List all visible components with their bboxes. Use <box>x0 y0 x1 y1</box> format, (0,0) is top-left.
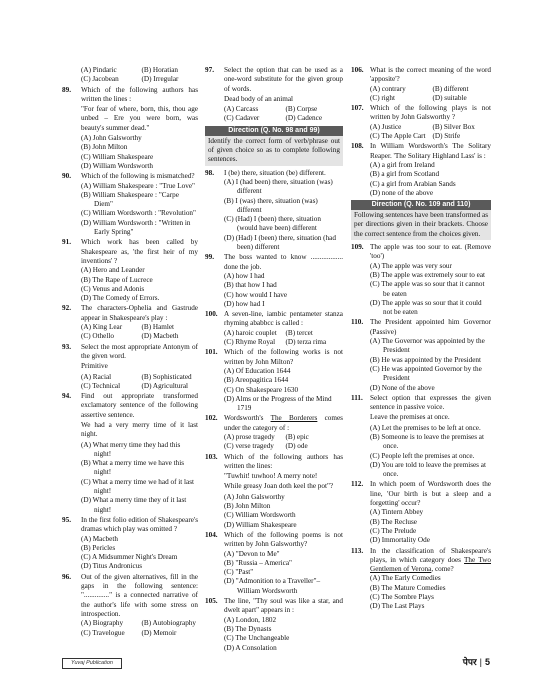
answer-option: (B) Silver Box <box>432 122 475 131</box>
question-text: The characters-Ophelia and Gastrude appear in Shakespeare's play : <box>81 304 198 322</box>
question-number: 109. <box>351 243 364 252</box>
question-number: 96. <box>62 572 71 581</box>
answer-option: (D) (Had) I (been) there, situation (had been) different <box>224 233 336 252</box>
answer-option: (B) a girl from Scotland <box>370 170 440 179</box>
question-number: 98. <box>205 168 214 177</box>
answer-options <box>81 266 198 303</box>
question-passage: "Tuwhit! tuwhoo! A merry note! <box>224 472 318 481</box>
question-text: Which of the following poems is not written by John Galsworthy? <box>224 530 343 549</box>
question-number: 113. <box>351 546 364 555</box>
answer-option: (B) Corpse <box>285 105 318 114</box>
answer-option: (A) The apple was very sour <box>370 261 452 270</box>
answer-option: (A) John Galsworthy <box>224 492 285 501</box>
answer-option: (D) William Shakespeare <box>224 520 297 529</box>
answer-option: (D) suitable <box>432 93 467 102</box>
question-text: The President appointed him Governor (Passive) <box>370 318 491 336</box>
question-number: 110. <box>351 318 364 327</box>
answer-option: (C) He was appointed Governor by the President <box>370 364 482 383</box>
question <box>62 304 198 341</box>
answer-options <box>224 493 343 530</box>
answer-options <box>224 433 343 452</box>
answer-option: (A) Carcass <box>224 105 259 114</box>
answer-option: (B) Autobiography <box>141 619 196 628</box>
answer-option: (A) I (had been) there, situation (was) different <box>224 177 333 196</box>
answer-option: (C) People left the premises at once. <box>370 451 475 460</box>
answer-option: (B) Hamlet <box>141 323 175 332</box>
question-text: Which of the following authors has written the lines : <box>81 85 198 103</box>
answer-option: (D) You are told to leave the premises at once. <box>370 460 486 479</box>
column-right <box>351 66 491 613</box>
page-number <box>463 656 490 668</box>
answer-option: (C) Jacobean <box>81 75 119 84</box>
question-text <box>224 414 343 433</box>
question-number: 112. <box>351 480 364 489</box>
answer-option: (D) Agricultural <box>141 381 189 390</box>
answer-option: (B) The apple was extremely sour to eat <box>370 270 486 279</box>
question <box>351 318 491 392</box>
answer-option: (A) haroic couplet <box>224 328 277 337</box>
question-passage: We had a very merry time of it last night. <box>81 420 198 439</box>
answer-option: (A) King Lear <box>81 323 123 332</box>
page-label: पेपर <box>462 657 477 667</box>
answer-options <box>81 323 198 342</box>
publisher-logo: Yuvaj Publication <box>62 658 122 669</box>
question <box>205 310 343 347</box>
answer-option: (C) Rhyme Royal <box>224 338 276 347</box>
question-text-part: In the classification of Shakespeare's plays, in which category does <box>370 546 491 564</box>
question-number: 107. <box>351 104 364 113</box>
question <box>351 480 491 545</box>
question <box>351 66 491 103</box>
question-number: 100. <box>205 310 218 319</box>
answer-option: (C) On Shakespeare 1630 <box>224 385 299 394</box>
answer-options <box>370 123 491 142</box>
answer-option: (B) Sophisticated <box>141 372 192 381</box>
page-value: 5 <box>484 657 490 667</box>
answer-options <box>370 85 491 104</box>
question-text: In the first folio edition of Shakespeare's dramas which play was omitted ? <box>81 515 198 534</box>
question <box>62 172 198 237</box>
answer-option: (B) What a merry time we have this night! <box>81 459 185 477</box>
question-number: 93. <box>62 342 71 351</box>
question <box>205 66 343 124</box>
answer-option: (D) A Consolation <box>224 643 277 652</box>
question <box>205 597 343 653</box>
answer-option: (D) The Comedy of Errors. <box>81 294 160 303</box>
answer-option: (D) The apple was so sour that it could not be eaten <box>370 298 482 317</box>
direction-text: Following sentences have been transformed as per directions given in their brackets. Choose the correct sentence from the choices given. <box>354 211 488 238</box>
answer-option: (B) William Shakespeare : "Carpe Diem" <box>81 190 179 209</box>
question-text: Out of the given alternatives, fill in the gaps in the following sentence: ".............." is a connected narrative of the author's life with some stress on introspection. <box>81 572 198 618</box>
answer-option: (C) The apple was so sour that it cannot be eaten <box>370 280 485 298</box>
answer-option: (A) Biography <box>81 619 124 628</box>
answer-option: (A) how I had <box>224 271 265 280</box>
question <box>351 104 491 141</box>
answer-option: (C) a girl from Arabian Sands <box>370 179 456 188</box>
answer-option: (D) The Last Plays <box>370 602 425 611</box>
question-number: 91. <box>62 238 71 247</box>
question-text: Which of the following is mismatched? <box>81 172 195 181</box>
answer-option: (C) William Wordsworth <box>224 511 296 520</box>
answer-option: (A) The Governor was appointed by the President <box>370 337 485 355</box>
answer-option: (A) Hero and Leander <box>81 266 145 275</box>
answer-option: (C) William Wordsworth : "Revolution" <box>81 209 196 218</box>
question-text: In which poem of Wordsworth does the line, 'Our birth is but a sleep and a forgetting' occur? <box>370 480 491 508</box>
answer-option: (A) contrary <box>370 84 406 93</box>
page-footer <box>62 656 490 670</box>
answer-option: (D) Memoir <box>141 628 177 637</box>
answer-option: (C) The Unchangeable <box>224 634 290 643</box>
answer-options <box>224 616 343 653</box>
question <box>205 348 343 413</box>
answer-option: (A) Pindaric <box>81 66 117 74</box>
answer-option: (C) verse tragedy <box>224 442 274 451</box>
answer-option: (B) different <box>432 84 469 93</box>
question-number: 90. <box>62 172 71 181</box>
direction-title: Direction (Q. No. 109 and 110) <box>351 200 491 210</box>
question <box>62 516 198 572</box>
answer-options <box>224 367 343 413</box>
question-title-underlined: The Two Gentlemen of Verona <box>370 555 491 574</box>
direction-box <box>351 200 491 240</box>
question-text: I (be) there, situation (be) different. <box>224 168 326 177</box>
answer-option: (B) The Dynasts <box>224 624 272 633</box>
answer-option: (A) What merry time they had this night! <box>81 440 181 458</box>
answer-option: (C) (Had) I (been) there, situation (would have been) different <box>224 215 321 233</box>
answer-options <box>370 424 491 480</box>
answer-option: (B) that how I had <box>224 281 277 290</box>
question-text-part: Wordsworth's <box>224 414 271 423</box>
answer-option: (A) Justice <box>370 122 402 131</box>
answer-options <box>224 272 343 309</box>
answer-options <box>224 178 343 252</box>
answer-options <box>81 535 198 572</box>
answer-option: (B) Pericles <box>81 543 116 552</box>
direction-title: Direction (Q. No. 98 and 99) <box>205 126 343 136</box>
question <box>205 169 343 253</box>
question <box>205 453 343 530</box>
question-passage: "For fear of where, born, this, thou age unbed – Ere you were born, was beauty's summer dead." <box>81 105 198 132</box>
question <box>351 394 491 480</box>
question-number: 95. <box>62 515 71 524</box>
answer-option: (D) William Wordsworth : "Written in Early Spring" <box>81 218 191 237</box>
answer-option: (D) Immortality Ode <box>370 536 430 545</box>
answer-option: (A) Tintern Abbey <box>370 508 424 517</box>
answer-option: (C) A Midsummer Night's Dream <box>81 553 178 562</box>
question <box>205 531 343 596</box>
answer-options <box>81 441 198 515</box>
answer-option: (C) Travelogue <box>81 628 125 637</box>
answer-option: (A) Let the premises to be left at once. <box>370 423 481 432</box>
question-number: 89. <box>62 85 71 94</box>
answer-option: (D) Alms or the Progress of the Mind 1719 <box>224 394 332 413</box>
answer-option: (C) Technical <box>81 381 121 390</box>
answer-option: (B) Horatian <box>141 66 179 74</box>
question-text: The apple was too sour to eat. (Remove 'too') <box>370 243 491 261</box>
answer-options <box>370 508 491 545</box>
answer-option: (A) William Shakespeare : "True Love" <box>81 181 195 190</box>
answer-option: (C) Venus and Adonis <box>81 284 145 293</box>
question-title-underlined: The Borderers <box>270 414 318 423</box>
question-passage: Leave the premises at once. <box>370 413 450 422</box>
answer-option: (B) epic <box>285 432 309 441</box>
answer-option: (D) Irregular <box>141 75 179 84</box>
column-middle <box>205 66 343 654</box>
answer-option: (C) "Past" <box>224 568 254 577</box>
answer-options <box>370 337 491 393</box>
answer-option: (A) "Devon to Me" <box>224 549 280 558</box>
answer-option: (B) Someone is to leave the premises at once. <box>370 432 484 451</box>
answer-option: (C) The Sombre Plays <box>370 593 434 602</box>
answer-options <box>224 329 343 348</box>
question-number: 101. <box>205 348 218 357</box>
answer-option: (D) None of the above <box>370 383 435 392</box>
direction-text: Identify the correct form of verb/phrase out of given choice so as to complete following sentences. <box>208 136 340 164</box>
answer-option: (D) none of the above <box>370 188 434 197</box>
answer-option: (C) William Shakespeare <box>81 152 154 161</box>
answer-option: (A) Of Education 1644 <box>224 366 291 375</box>
answer-options <box>224 550 343 596</box>
question <box>205 414 343 451</box>
question-text: Select option that expresses the given sentence in passive voice. <box>370 393 491 412</box>
answer-option: (D) What a merry time they of it last night! <box>81 496 187 514</box>
question-text: A seven-line, iambic pentameter stanza rhyming ababbcc is called : <box>224 310 343 328</box>
question-text-part: comes under the category of : <box>224 414 343 432</box>
answer-options <box>224 105 343 124</box>
answer-option: (D) William Wordsworth <box>81 161 153 170</box>
question-passage: While greasy Joan doth keel the pot"? <box>224 482 334 491</box>
answer-options <box>81 182 198 238</box>
answer-option: (B) John Milton <box>224 502 271 511</box>
question-text: Select the most appropriate Antonym of the given word. <box>81 342 198 360</box>
question-text: Which of the following works is not written by John Milton? <box>224 348 343 366</box>
question <box>62 86 198 172</box>
answer-option: (C) The Apple Cart <box>370 132 426 141</box>
answer-option: (A) Macbeth <box>81 534 118 543</box>
answer-option: (D) Strife <box>432 132 461 141</box>
answer-option: (B) "Russia – America" <box>224 558 292 567</box>
answer-option: (B) I (was) there, situation (was) different <box>224 196 318 214</box>
answer-option: (A) John Galsworthy <box>81 134 142 143</box>
answer-option: (D) Macbeth <box>141 332 179 341</box>
question-passage: Primitive <box>81 362 108 371</box>
question <box>62 66 198 85</box>
question <box>62 343 198 391</box>
answer-option: (D) terza rima <box>285 338 327 347</box>
answer-option: (B) Areopagitica 1644 <box>224 376 289 385</box>
answer-option: (B) The Recluse <box>370 517 417 526</box>
question-number: 92. <box>62 304 71 313</box>
question-number: 104. <box>205 530 218 539</box>
question-number: 111. <box>351 393 363 402</box>
question <box>205 253 343 309</box>
question-number: 103. <box>205 452 218 461</box>
answer-option: (A) The Early Comedies <box>370 574 441 583</box>
answer-option: (B) He was appointed by the President <box>370 355 481 364</box>
page-divider: | <box>479 657 482 667</box>
answer-options <box>81 134 198 171</box>
question-text: The boss wanted to know .................. done the job. <box>224 253 343 271</box>
column-left <box>62 66 198 639</box>
answer-option: (D) how had I <box>224 299 265 308</box>
answer-option: (C) how would I have <box>224 290 288 299</box>
answer-option: (D) Cadence <box>285 114 323 123</box>
answer-option: (A) a girl from Ireland <box>370 160 435 169</box>
answer-option: (D) ode <box>285 442 308 451</box>
question-text: In William Wordsworth's The Solitary Reaper. 'The Solitary Highland Lass' is : <box>370 142 491 160</box>
question-text: Find out appropriate transformed exclamatory sentence of the following assertive sentence. <box>81 392 198 419</box>
answer-option: (A) London, 1802 <box>224 615 277 624</box>
question <box>62 238 198 303</box>
question-number: 97. <box>205 66 214 74</box>
answer-option: (B) The Rape of Lucrece <box>81 275 153 284</box>
question-number: 106. <box>351 66 364 74</box>
question <box>351 547 491 612</box>
answer-option: (C) right <box>370 93 395 102</box>
question <box>351 142 491 198</box>
answer-options <box>370 574 491 611</box>
answer-option: (A) prose tragedy <box>224 432 275 441</box>
answer-option: (B) John Milton <box>81 143 128 152</box>
answer-options <box>81 619 198 638</box>
question-text-part: , come? <box>431 565 454 574</box>
question-text: What is the correct meaning of the word 'apposite'? <box>370 66 491 84</box>
answer-option: (D) "Admonition to a Traveller"–William Wordsworth <box>224 577 321 595</box>
answer-option: (C) What a merry time we had of it last night! <box>81 477 195 496</box>
answer-options <box>370 262 491 318</box>
answer-options <box>81 373 198 392</box>
question-number: 102. <box>205 414 218 423</box>
question-number: 99. <box>205 253 214 262</box>
answer-option: (D) Titus Andronicus <box>81 562 143 571</box>
answer-options <box>370 161 491 198</box>
question-text: The line, "Thy soul was like a star, and dwelt apart" appears in : <box>224 597 343 615</box>
answer-options <box>81 66 198 85</box>
answer-option: (A) Racial <box>81 372 112 381</box>
question-text: Which of the following plays is not written by John Galsworthy ? <box>370 104 491 122</box>
question-number: 94. <box>62 392 71 401</box>
answer-option: (C) Cadaver <box>224 114 260 123</box>
question-text: Select the option that can be used as a one-word substitute for the given group of words. <box>224 66 343 93</box>
question-passage: Dead body of an animal <box>224 94 294 103</box>
question <box>351 243 491 317</box>
answer-option: (C) Othello <box>81 332 114 341</box>
question <box>62 573 198 638</box>
question-text: Which of the following authors has written the lines: <box>224 452 343 470</box>
question <box>62 392 198 515</box>
question-text <box>370 547 491 575</box>
question-number: 105. <box>205 597 218 606</box>
answer-option: (C) The Prelude <box>370 526 417 535</box>
question-text: Which work has been called by Shakespeare as, 'the first heir of my inventions' ? <box>81 238 198 265</box>
direction-box <box>205 126 343 166</box>
question-number: 108. <box>351 142 364 151</box>
answer-option: (B) tercet <box>285 328 313 337</box>
answer-option: (B) The Mature Comedies <box>370 583 446 592</box>
